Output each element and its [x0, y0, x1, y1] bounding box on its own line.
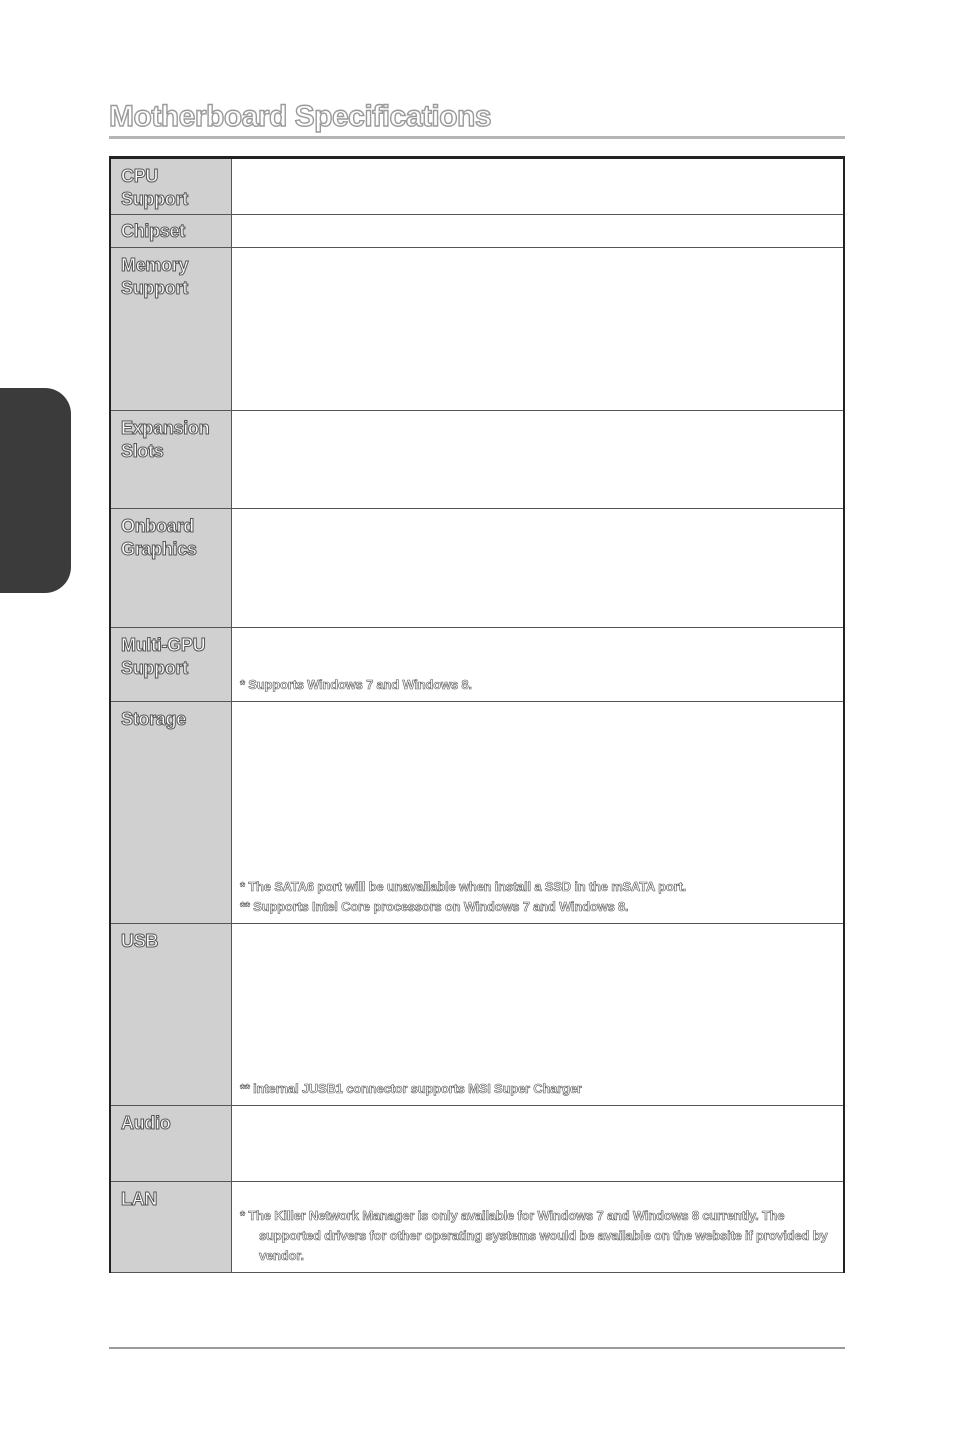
- row-value: [232, 702, 845, 924]
- row-label-line: Support: [121, 658, 188, 678]
- row-label-line: Slots: [121, 441, 164, 461]
- footnote: ** internal JUSB1 connector supports MSI Super Charger: [240, 1081, 582, 1096]
- row-notes: [240, 1206, 835, 1266]
- row-label: [110, 1106, 232, 1182]
- table-row-cpu-support: [110, 158, 844, 215]
- title-divider: [109, 136, 845, 139]
- row-value: [232, 509, 845, 628]
- row-label: [110, 215, 232, 248]
- row-value: [232, 1106, 845, 1182]
- footnote: * The Killer Network Manager is only available for Windows 7 and Windows 8 currently. The supported drivers for other operating systems would be available on the website if provided by vendor.: [240, 1208, 828, 1263]
- footer-divider: [109, 1347, 845, 1349]
- row-value: [232, 215, 845, 248]
- row-notes: [240, 1079, 835, 1099]
- table-row-usb: [110, 924, 844, 1106]
- row-label: [110, 628, 232, 702]
- specifications-table: [109, 156, 845, 1273]
- table-row-multi-gpu-support: [110, 628, 844, 702]
- footnote: * The SATA6 port will be unavailable when install a SSD in the mSATA port.: [240, 879, 687, 894]
- row-label-line: Support: [121, 278, 188, 298]
- table-row-lan: [110, 1182, 844, 1273]
- row-label-line: Multi-GPU: [121, 635, 206, 655]
- row-label: [110, 702, 232, 924]
- row-notes: [240, 877, 835, 917]
- row-value: [232, 924, 845, 1106]
- chapter-tab: [0, 388, 71, 593]
- row-label-line: USB: [121, 931, 159, 951]
- footnote: * Supports Windows 7 and Windows 8.: [240, 677, 472, 692]
- table-row-memory-support: [110, 248, 844, 411]
- row-label-line: CPU: [121, 166, 159, 186]
- row-label-line: Chipset: [121, 221, 185, 241]
- row-value: [232, 411, 845, 509]
- row-label-line: Onboard: [121, 516, 194, 536]
- row-notes: [240, 675, 835, 695]
- table-row-audio: [110, 1106, 844, 1182]
- row-label-line: Audio: [121, 1113, 171, 1133]
- row-label-line: Support: [121, 189, 188, 209]
- table-row-storage: [110, 702, 844, 924]
- row-label: [110, 411, 232, 509]
- row-value: [232, 158, 845, 215]
- row-label: [110, 248, 232, 411]
- page-title: Motherboard Specifications: [109, 100, 492, 133]
- row-label: [110, 1182, 232, 1273]
- table-row-expansion-slots: [110, 411, 844, 509]
- row-value: [232, 628, 845, 702]
- row-label: [110, 509, 232, 628]
- table-row-onboard-graphics: [110, 509, 844, 628]
- row-label-line: Storage: [121, 709, 186, 729]
- row-label: [110, 158, 232, 215]
- footnote: ** Supports Intel Core processors on Windows 7 and Windows 8.: [240, 899, 629, 914]
- row-label-line: Expansion: [121, 418, 210, 438]
- row-label-line: Graphics: [121, 539, 197, 559]
- row-label-line: Memory: [121, 255, 189, 275]
- row-value: [232, 1182, 845, 1273]
- row-value: [232, 248, 845, 411]
- table-row-chipset: [110, 215, 844, 248]
- row-label: [110, 924, 232, 1106]
- row-label-line: LAN: [121, 1189, 158, 1209]
